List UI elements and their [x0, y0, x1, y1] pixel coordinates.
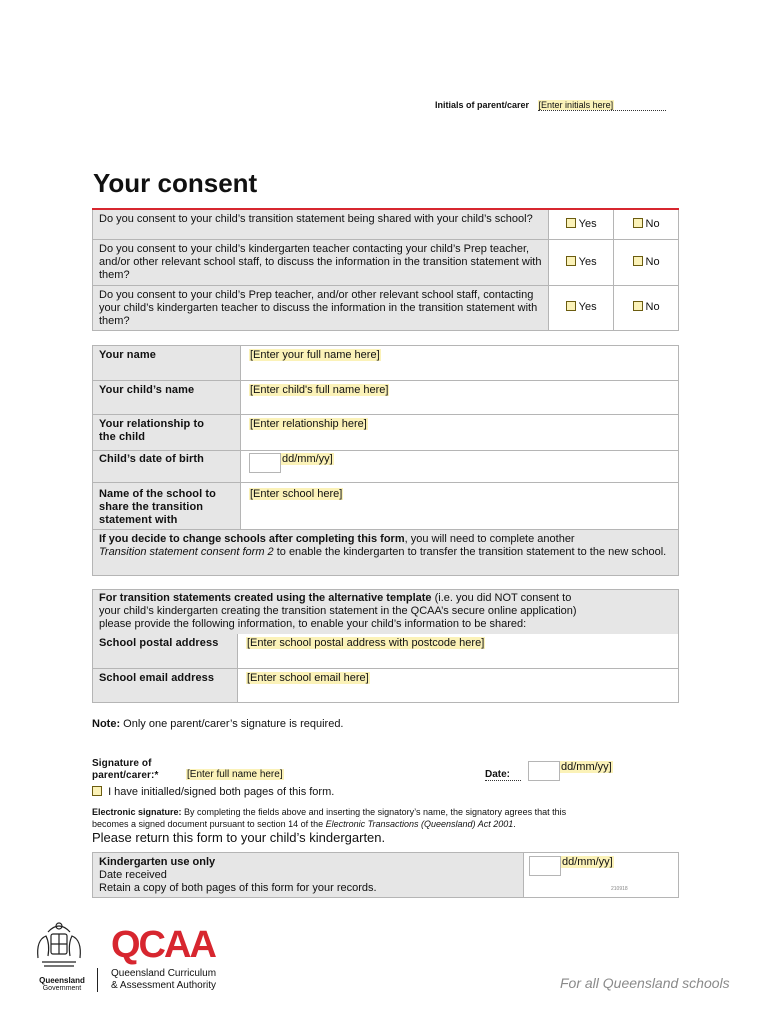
kindy-date-received: Date received: [99, 869, 167, 881]
kindy-title: Kindergarten use only: [99, 856, 216, 868]
note-form-name: Transition statement consent form 2: [99, 546, 274, 558]
signature-value[interactable]: [Enter full name here]: [187, 769, 283, 780]
signature-label: [92, 758, 158, 782]
initials-label: Initials of parent/carer: [435, 100, 530, 110]
email-address-label: School email address: [99, 672, 215, 684]
consent-question: Do you consent to your child’s kindergarten teacher contacting your child’s Prep teacher, and/or other relevant school staff, to discuss the information in the transition statement with them?: [93, 239, 549, 285]
no-label: No: [645, 255, 660, 268]
consent-no-option[interactable]: [614, 239, 679, 285]
consent-no-option[interactable]: [614, 285, 679, 330]
checkbox-icon[interactable]: [566, 301, 576, 311]
school-label-line: statement with: [99, 514, 178, 526]
checkbox-icon[interactable]: [566, 256, 576, 266]
signature-field[interactable]: [186, 769, 284, 780]
your-name-field[interactable]: [249, 349, 381, 362]
consent-yes-option[interactable]: [549, 285, 614, 330]
intro-text: your child’s kindergarten creating the transition statement in the QCAA’s secure online application): [99, 605, 577, 617]
details-section: [92, 345, 679, 576]
initialled-checkbox-row[interactable]: [92, 786, 334, 799]
qcaa-name-line: & Assessment Authority: [111, 980, 217, 991]
yes-label: Yes: [578, 217, 597, 230]
postal-address-field[interactable]: [246, 637, 485, 650]
qcaa-name: [111, 968, 216, 992]
initials-value[interactable]: [Enter initials here]: [538, 100, 614, 110]
school-label-line: Name of the school to: [99, 488, 216, 500]
checkbox-icon[interactable]: [92, 786, 102, 796]
form-code: 210918: [611, 886, 628, 892]
esig-act: Electronic Transactions (Queensland) Act 2001: [325, 819, 514, 829]
initialled-text: I have initialled/signed both pages of this form.: [108, 786, 335, 798]
relationship-value[interactable]: [Enter relationship here]: [250, 418, 367, 430]
consent-row: [93, 285, 679, 330]
consent-yes-option[interactable]: [549, 209, 614, 239]
kindy-date-value[interactable]: dd/mm/yy]: [562, 856, 613, 868]
dob-value[interactable]: dd/mm/yy]: [282, 453, 333, 465]
consent-no-option[interactable]: [614, 209, 679, 239]
kindy-retain: Retain a copy of both pages of this form for your records.: [99, 882, 377, 894]
postal-address-value[interactable]: [Enter school postal address with postcode here]: [247, 637, 485, 649]
signature-date-field[interactable]: [528, 761, 613, 781]
initials-field[interactable]: [538, 100, 666, 111]
tagline: For all Queensland schools: [560, 975, 730, 991]
note-label: Note:: [92, 718, 121, 730]
no-label: No: [645, 301, 660, 313]
date-label: Date:: [485, 769, 521, 781]
child-name-field[interactable]: [249, 384, 389, 397]
note-text: , you will need to complete another: [404, 533, 575, 545]
consent-row: [93, 209, 679, 239]
postal-address-label: School postal address: [99, 637, 219, 649]
checkbox-icon[interactable]: [633, 218, 643, 228]
consent-question: Do you consent to your child’s Prep teacher, and/or other relevant school staff, contacting your child’s kindergarten teacher to discuss the information in the transition statement with them?: [93, 285, 549, 330]
kindy-date-field[interactable]: [529, 856, 614, 876]
relationship-label-line: the child: [99, 431, 146, 443]
relationship-field[interactable]: [249, 418, 368, 431]
dob-date-picker[interactable]: [249, 453, 281, 473]
checkbox-icon[interactable]: [566, 218, 576, 228]
esig-text: .: [513, 819, 516, 829]
kindy-text: [99, 856, 377, 895]
school-value[interactable]: [Enter school here]: [250, 488, 343, 500]
email-address-field[interactable]: [246, 672, 370, 685]
school-label: [99, 488, 216, 527]
kindy-date-picker[interactable]: [529, 856, 561, 876]
qcaa-name-line: Queensland Curriculum: [111, 968, 217, 979]
yes-label: Yes: [578, 255, 597, 268]
logo-divider: [97, 968, 98, 992]
note-text: to enable the kindergarten to transfer the transition statement to the new school.: [273, 546, 667, 558]
yes-label: Yes: [578, 301, 597, 313]
intro-bold: For transition statements created using the alternative template: [99, 592, 432, 604]
your-name-value[interactable]: [Enter your full name here]: [250, 349, 380, 361]
your-name-label: Your name: [99, 349, 156, 361]
consent-question: Do you consent to your child’s transition statement being shared with your child’s school?: [93, 209, 549, 239]
no-label: No: [645, 217, 660, 230]
school-field[interactable]: [249, 488, 343, 501]
initials-row: [435, 100, 666, 111]
qcaa-logo: QCAA: [111, 924, 215, 966]
child-name-label: Your child’s name: [99, 384, 195, 396]
school-label-line: share the transition: [99, 501, 204, 513]
dob-field[interactable]: [249, 453, 334, 473]
signature-date-picker[interactable]: [528, 761, 560, 781]
relationship-label-line: Your relationship to: [99, 418, 205, 430]
esig-text: By completing the fields above and inserting the signatory’s name, the signatory agrees that this: [181, 807, 567, 817]
electronic-signature-text: [92, 806, 682, 830]
intro-text: please provide the following information, to enable your child’s information to be shared:: [99, 618, 527, 630]
consent-yes-option[interactable]: [549, 239, 614, 285]
gov-name-2: Government: [42, 985, 82, 992]
dob-label: Child’s date of birth: [99, 453, 204, 465]
email-address-value[interactable]: [Enter school email here]: [247, 672, 369, 684]
change-school-note: [93, 530, 678, 575]
esig-text: becomes a signed document pursuant to section 14 of the: [92, 819, 326, 829]
alternative-section: [92, 589, 679, 703]
note-body: Only one parent/carer’s signature is required.: [120, 718, 344, 730]
return-instruction: Please return this form to your child’s kindergarten.: [92, 830, 386, 845]
consent-row: [93, 239, 679, 285]
checkbox-icon[interactable]: [633, 256, 643, 266]
intro-text: (i.e. you did NOT consent to: [431, 592, 572, 604]
signature-label-line: parent/carer:*: [92, 770, 159, 781]
signature-date-value[interactable]: dd/mm/yy]: [561, 761, 612, 773]
kindy-section: [92, 852, 679, 898]
child-name-value[interactable]: [Enter child's full name here]: [250, 384, 389, 396]
page-title: Your consent: [93, 168, 258, 198]
note-bold: If you decide to change schools after completing this form: [99, 533, 405, 545]
gov-name-1: Queensland: [39, 976, 85, 985]
crest-icon: [30, 918, 88, 970]
signature-note: [92, 718, 344, 731]
checkbox-icon[interactable]: [633, 301, 643, 311]
alternative-intro: [93, 590, 678, 634]
consent-table: [92, 208, 679, 331]
signature-label-line: Signature of: [92, 758, 152, 769]
relationship-label: [99, 418, 204, 444]
qld-government-logo: [30, 918, 94, 992]
esig-bold: Electronic signature:: [92, 807, 182, 817]
